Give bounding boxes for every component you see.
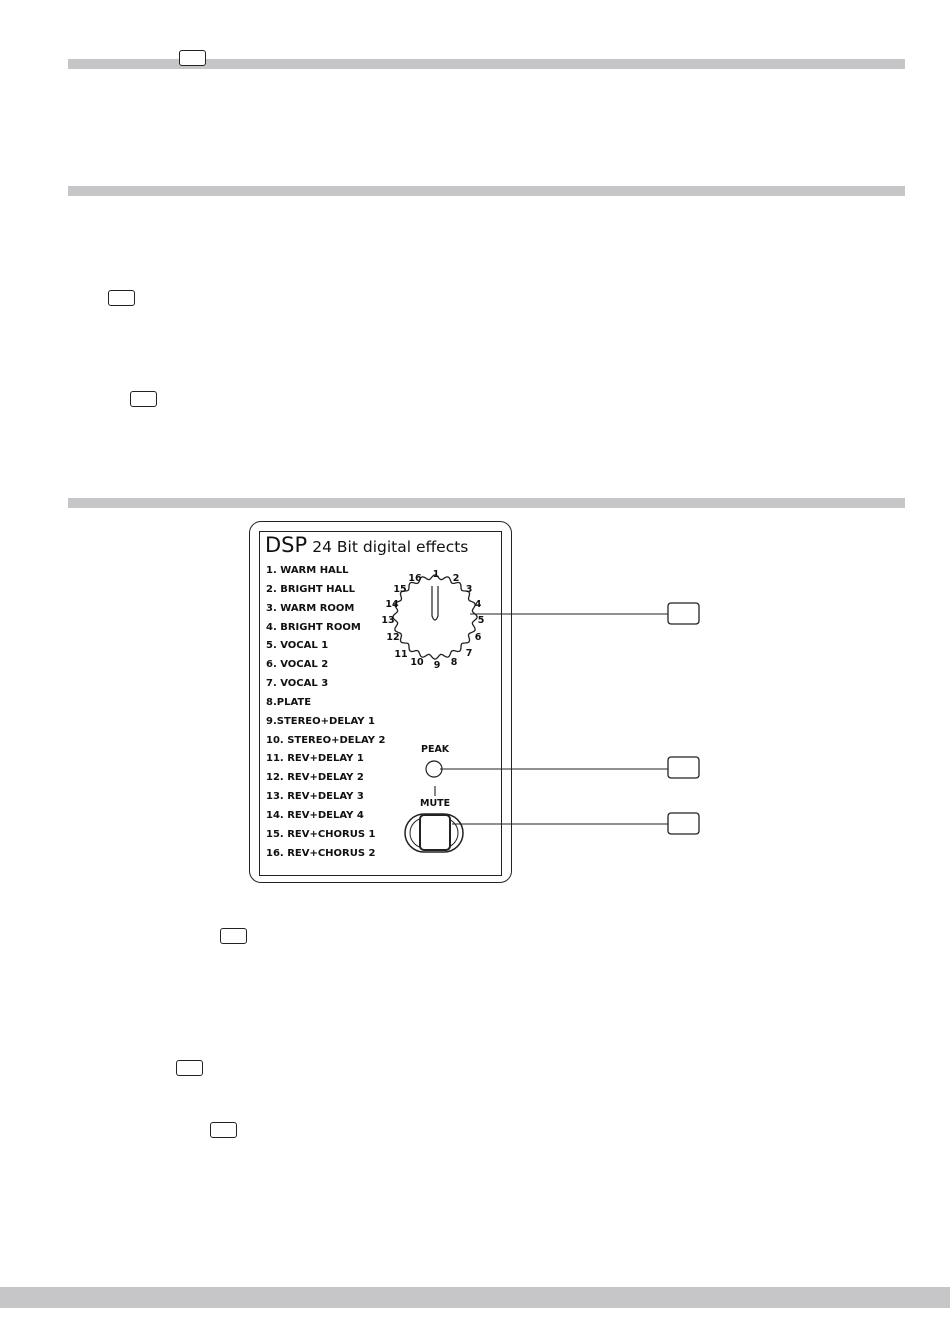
dsp-title-sub: 24 Bit digital effects (312, 538, 469, 556)
dial-number: 15 (393, 584, 407, 595)
dial-number: 3 (465, 584, 473, 595)
dial-number: 12 (386, 632, 400, 643)
preset-item: 15. REV+CHORUS 1 (266, 828, 376, 840)
callout-box-peak (668, 757, 699, 778)
callout-box-knob (668, 603, 699, 624)
dial-number: 7 (465, 648, 473, 659)
preset-item: 4. BRIGHT ROOM (266, 621, 361, 633)
mute-button[interactable] (420, 815, 450, 850)
dial-number: 5 (477, 615, 485, 626)
dial-number: 9 (433, 660, 441, 671)
preset-item: 13. REV+DELAY 3 (266, 791, 364, 803)
preset-item: 10. STEREO+DELAY 2 (266, 734, 386, 746)
dial-number: 6 (474, 632, 482, 643)
dial-number: 14 (385, 599, 399, 610)
preset-item: 3. WARM ROOM (266, 602, 355, 614)
preset-item: 9.STEREO+DELAY 1 (266, 715, 375, 727)
preset-item: 6. VOCAL 2 (266, 659, 329, 671)
dial-number: 13 (381, 615, 395, 626)
preset-item: 2. BRIGHT HALL (266, 583, 356, 595)
preset-item: 7. VOCAL 3 (266, 678, 329, 690)
dial-number: 10 (410, 657, 424, 668)
dial-number: 8 (450, 657, 458, 668)
dial-number: 2 (452, 573, 460, 584)
preset-item: 8.PLATE (266, 696, 312, 708)
dsp-title-main: DSP (265, 533, 308, 557)
callout-box-mute (668, 813, 699, 834)
dial-number: 4 (474, 599, 482, 610)
preset-item: 16. REV+CHORUS 2 (266, 847, 376, 859)
dial-number: 1 (432, 569, 440, 580)
preset-item: 12. REV+DELAY 2 (266, 772, 364, 784)
preset-item: 1. WARM HALL (266, 565, 349, 576)
preset-item: 14. REV+DELAY 4 (266, 809, 364, 821)
mute-label: MUTE (420, 798, 451, 809)
dial-number: 16 (408, 573, 422, 584)
preset-item: 5. VOCAL 1 (266, 640, 329, 652)
preset-item: 11. REV+DELAY 1 (266, 753, 364, 765)
dial-number: 11 (394, 649, 408, 660)
peak-label: PEAK (421, 744, 450, 755)
peak-led (426, 761, 442, 777)
